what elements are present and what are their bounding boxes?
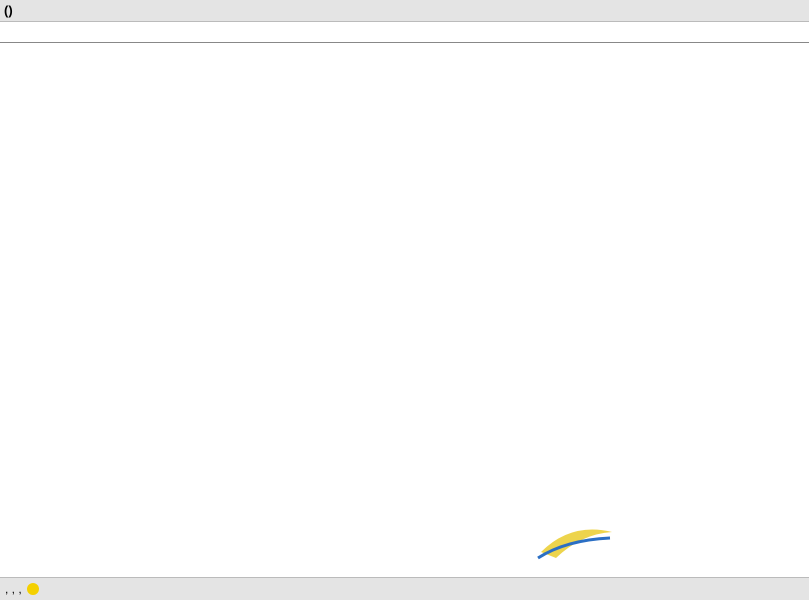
location-info: , , , xyxy=(5,582,41,596)
sun-icon xyxy=(27,583,39,595)
gals-logo xyxy=(536,522,616,570)
top-bar xyxy=(0,0,809,22)
footer-bar xyxy=(0,577,809,600)
tab-divider xyxy=(0,42,809,43)
spot-title: () xyxy=(4,3,13,18)
